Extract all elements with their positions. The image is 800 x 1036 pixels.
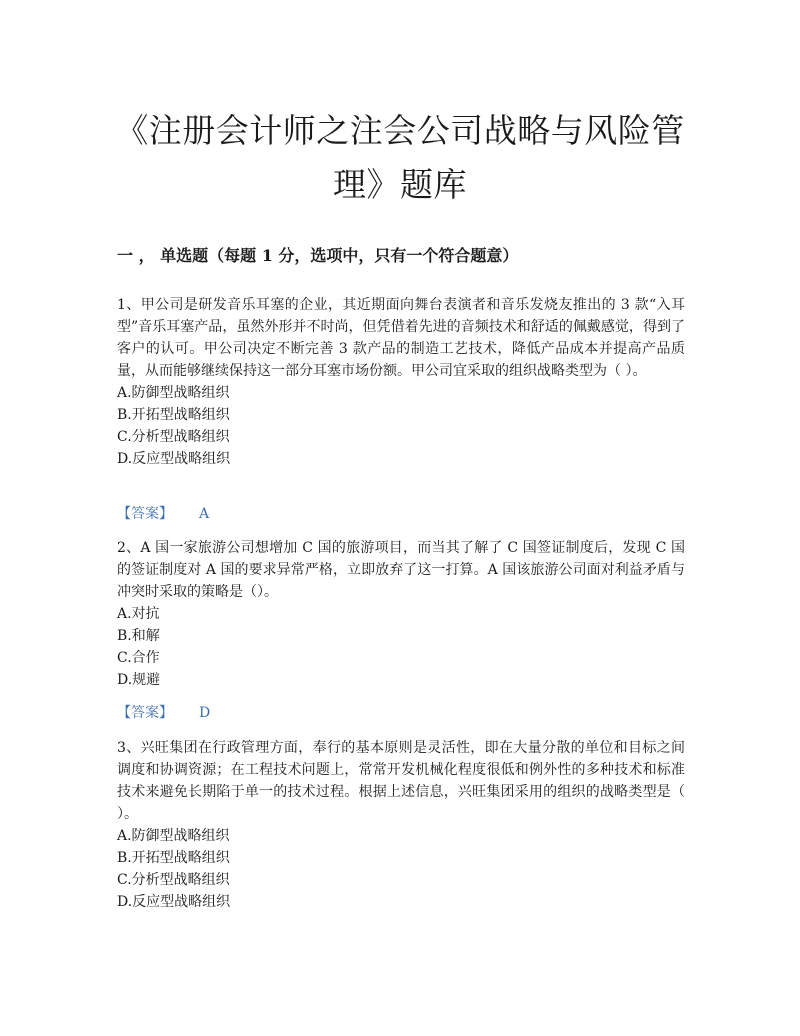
option-d: D.反应型战略组织 <box>117 894 231 910</box>
option-a: A.对抗 <box>117 606 160 622</box>
option-c: C.分析型战略组织 <box>117 429 230 445</box>
answer-label: 【答案】 <box>117 705 173 721</box>
option-b: B.开拓型战略组织 <box>117 850 230 866</box>
option-d: D.反应型战略组织 <box>117 451 231 467</box>
section-heading: 一 ， 单选题（每题 1 分，选项中，只有一个符合题意） <box>117 246 519 265</box>
document-title: 《注册会计师之注会公司战略与风险管理》题库 <box>115 111 685 204</box>
question-1 <box>117 294 685 470</box>
question-stem: 2、A 国一家旅游公司想增加 C 国的旅游项目，而当其了解了 C 国签证制度后，发现 C 国的签证制度对 A 国的要求异常严格，立即放弃了这一打算。A 国该旅游公司面对利益矛盾与冲突时采取的策略是（）。 <box>117 540 685 600</box>
option-c: C.合作 <box>117 650 160 666</box>
answer-value: A <box>199 506 210 522</box>
option-d: D.规避 <box>117 672 161 688</box>
answer-line-1 <box>117 504 209 524</box>
question-stem: 1、甲公司是研发音乐耳塞的企业，其近期面向舞台表演者和音乐发烧友推出的 3 款“入耳型”音乐耳塞产品，虽然外形并不时尚，但凭借着先进的音频技术和舒适的佩戴感觉，得到了客户的认可。甲公司决定不断完善 3 款产品的制造工艺技术，降低产品成本并提高产品质量，从而能够继续保持这一部分耳塞市场份额。甲公司宜采取的组织战略类型为（ ）。 <box>117 297 685 379</box>
option-b: B.开拓型战略组织 <box>117 407 230 423</box>
answer-value: D <box>199 705 211 721</box>
question-2 <box>117 537 685 691</box>
answer-label: 【答案】 <box>117 506 173 522</box>
question-stem: 3、兴旺集团在行政管理方面，奉行的基本原则是灵活性，即在大量分散的单位和目标之间调度和协调资源；在工程技术问题上，常常开发机械化程度很低和例外性的多种技术和标准技术来避免长期陷于单一的技术过程。根据上述信息，兴旺集团采用的组织的战略类型是（ ）。 <box>117 740 685 822</box>
option-a: A.防御型战略组织 <box>117 385 230 401</box>
answer-line-2 <box>117 703 210 723</box>
question-3 <box>117 737 685 913</box>
option-a: A.防御型战略组织 <box>117 828 230 844</box>
option-c: C.分析型战略组织 <box>117 872 230 888</box>
option-b: B.和解 <box>117 628 160 644</box>
